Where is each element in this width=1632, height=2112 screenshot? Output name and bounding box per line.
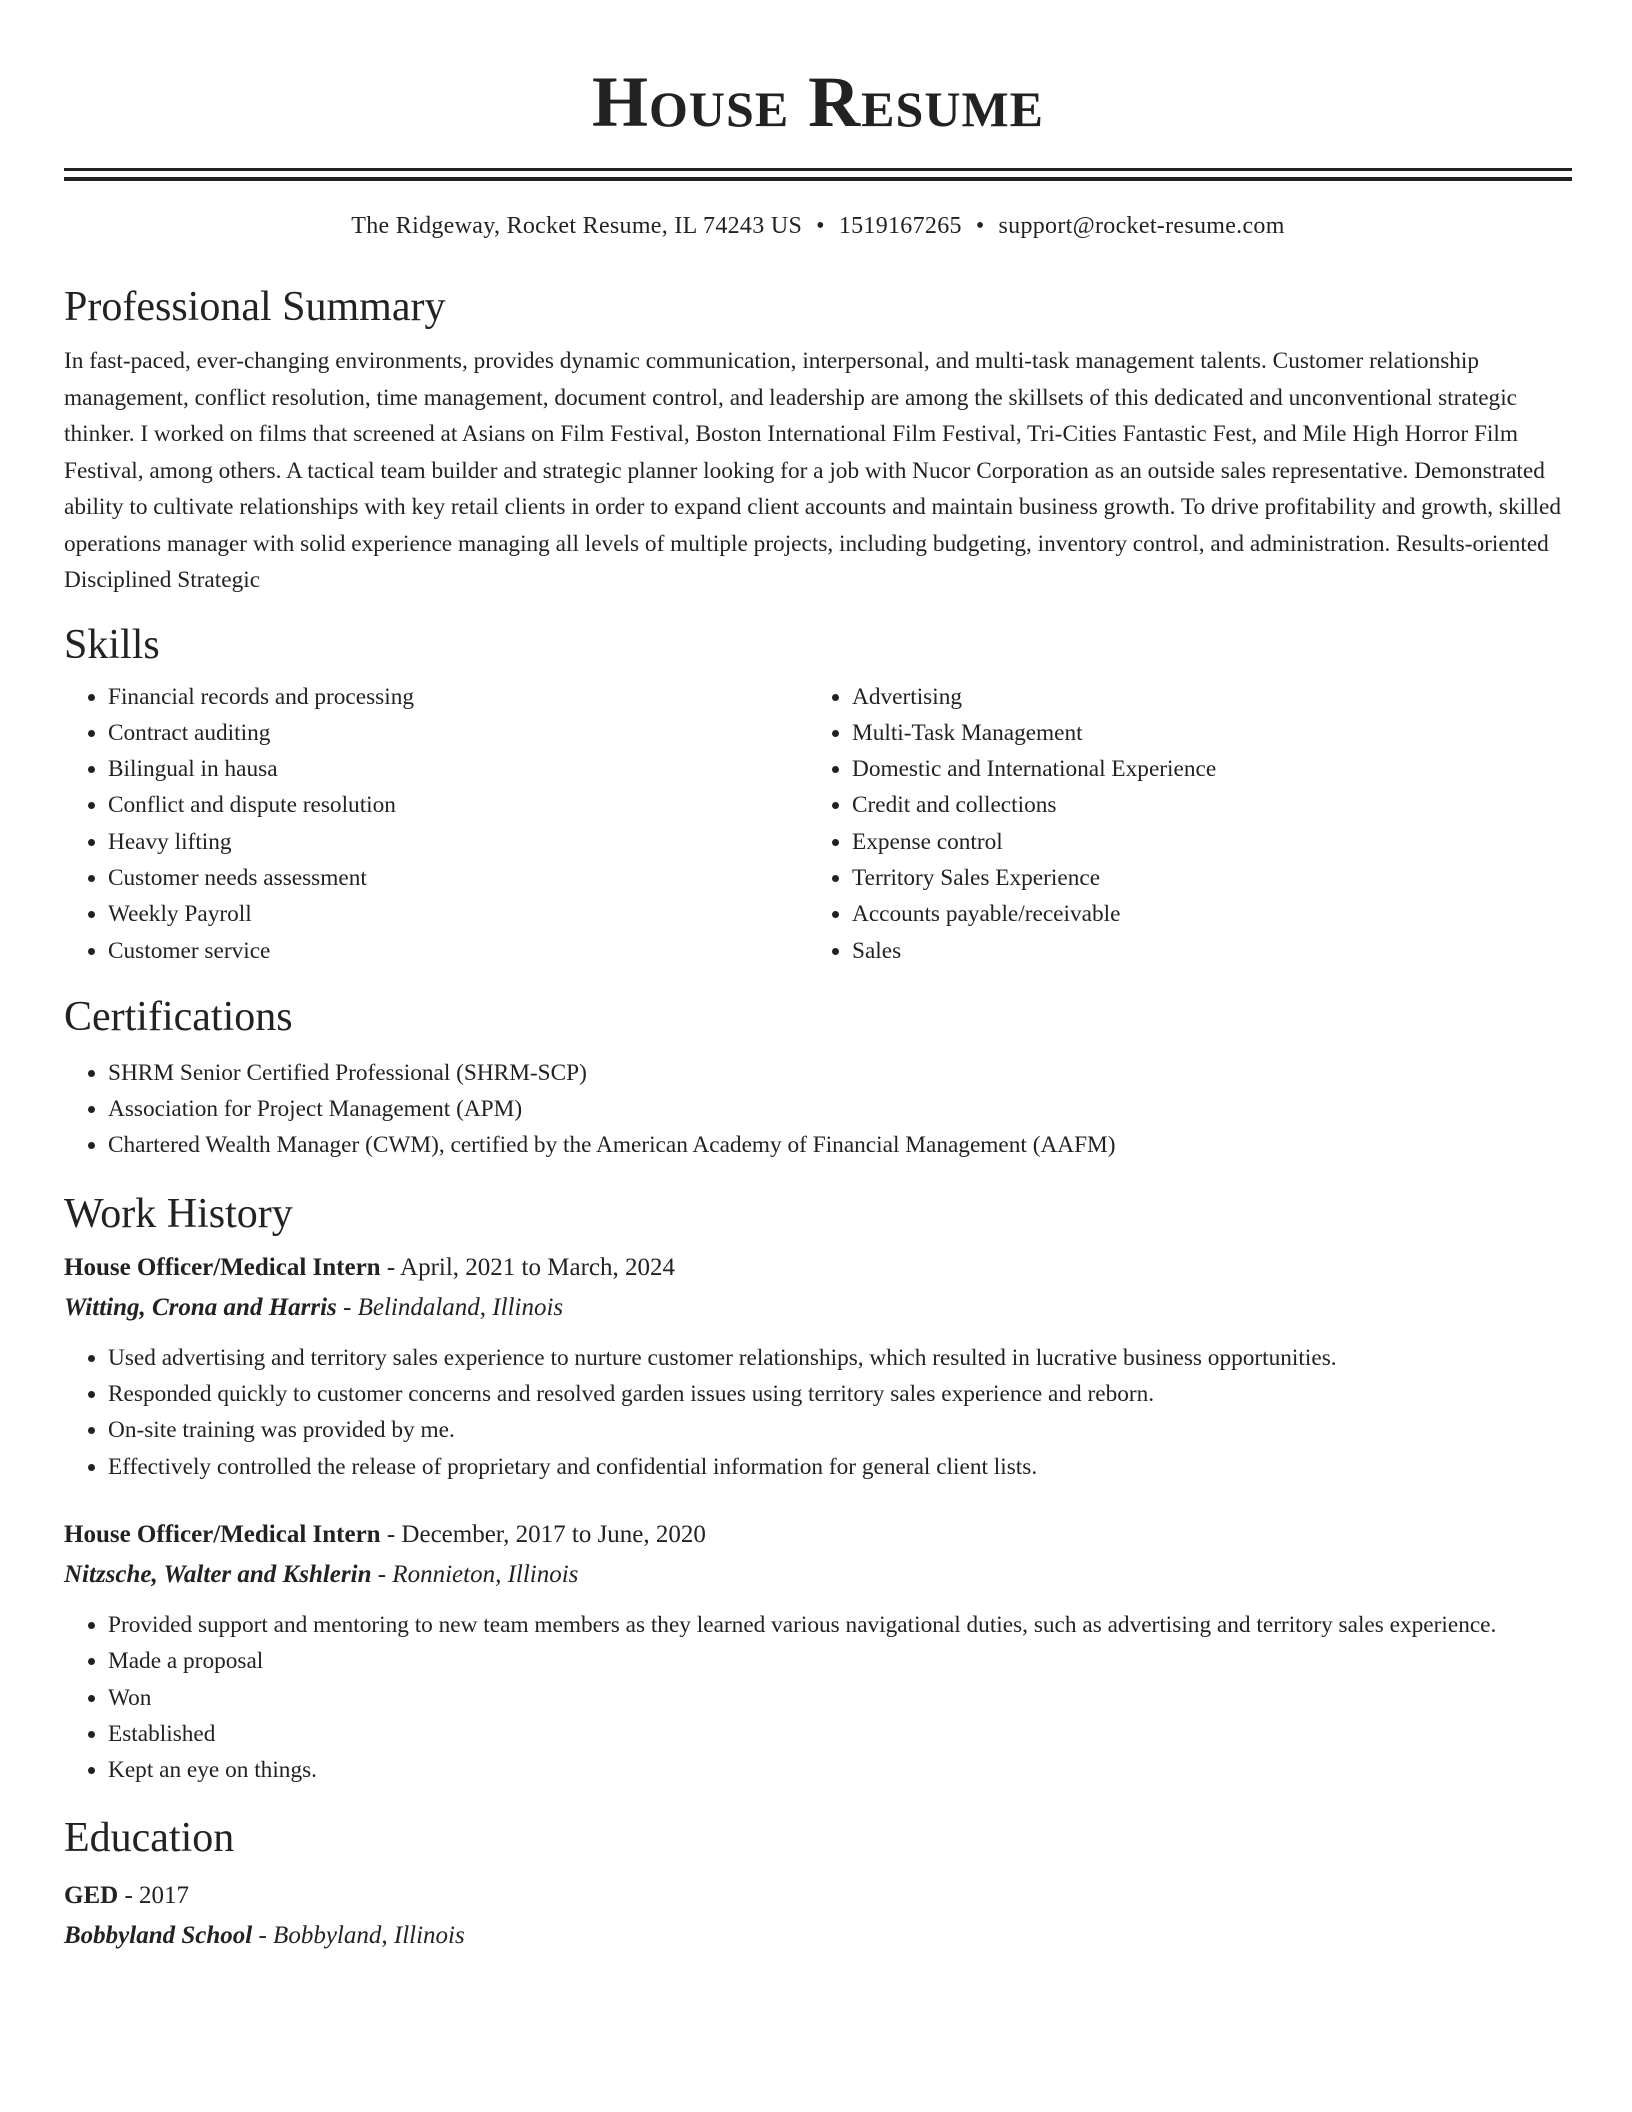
job-duty: • Kept an eye on things.: [108, 1752, 1572, 1788]
skill-item: • Bilingual in hausa: [108, 751, 808, 787]
contact-address: The Ridgeway, Rocket Resume, IL 74243 US: [351, 213, 803, 239]
job-company: Witting, Crona and Harris: [64, 1293, 337, 1321]
job-duty: • On-site training was provided by me.: [108, 1412, 1572, 1448]
job-entry: [64, 1248, 1572, 1485]
education-school: Bobbyland School: [64, 1922, 253, 1950]
job-location: - Belindaland, Illinois: [336, 1293, 564, 1321]
skill-item: • Customer needs assessment: [108, 860, 808, 896]
job-duty: • Made a proposal: [108, 1643, 1572, 1679]
skills-column-left: [64, 679, 808, 969]
header-rule-bottom: [64, 177, 1572, 181]
education-degree-line: [64, 1876, 1572, 1916]
job-company-line: [64, 1555, 1572, 1595]
job-role: House Officer/Medical Intern: [64, 1520, 381, 1548]
skill-item: • Credit and collections: [852, 787, 1552, 823]
job-title-line: [64, 1248, 1572, 1288]
contact-separator: •: [975, 213, 985, 239]
job-duty: • Won: [108, 1680, 1572, 1716]
job-company-line: [64, 1288, 1572, 1328]
job-location: - Ronnieton, Illinois: [371, 1560, 579, 1588]
contact-separator: •: [816, 213, 825, 239]
skill-item: • Territory Sales Experience: [852, 860, 1552, 896]
skill-item: • Conflict and dispute resolution: [108, 787, 808, 823]
skill-item: • Heavy lifting: [108, 824, 808, 860]
job-duties: [64, 1607, 1572, 1788]
education-location: - Bobbyland, Illinois: [252, 1922, 465, 1950]
certification-item: • Association for Project Management (APM): [108, 1091, 1572, 1127]
job-duty: • Used advertising and territory sales experience to nurture customer relationships, which resulted in lucrative business opportunities.: [108, 1340, 1572, 1376]
resume-page: [64, 0, 1572, 1956]
contact-phone: 1519167265: [838, 213, 962, 239]
skill-item: • Financial records and processing: [108, 679, 808, 715]
job-duty: • Established: [108, 1716, 1572, 1752]
skill-item: • Sales: [852, 933, 1552, 969]
work-history-heading: Work History: [64, 1190, 293, 1237]
skills-heading: Skills: [64, 621, 160, 668]
header-rule-top: [64, 168, 1572, 171]
skill-item: • Multi-Task Management: [852, 715, 1552, 751]
job-duty: • Effectively controlled the release of proprietary and confidential information for general client lists.: [108, 1449, 1572, 1485]
education-year: - 2017: [118, 1882, 190, 1910]
contact-line: [64, 211, 1572, 241]
education-degree: GED: [64, 1882, 119, 1910]
certifications-heading: Certifications: [64, 993, 293, 1040]
job-company: Nitzsche, Walter and Kshlerin: [64, 1560, 372, 1588]
summary-heading: Professional Summary: [64, 284, 446, 330]
job-duty: • Responded quickly to customer concerns and resolved garden issues using territory sales experience and reborn.: [108, 1376, 1572, 1412]
job-duty: • Provided support and mentoring to new team members as they learned various navigational duties, such as advertising and territory sales experience.: [108, 1607, 1572, 1643]
resume-name: House Resume: [592, 62, 1044, 142]
skill-item: • Customer service: [108, 933, 808, 969]
contact-email: support@rocket-resume.com: [998, 213, 1285, 239]
certification-item: • Chartered Wealth Manager (CWM), certified by the American Academy of Financial Management (AAFM): [108, 1127, 1572, 1163]
job-entry: [64, 1515, 1572, 1788]
education-heading: Education: [64, 1815, 235, 1862]
skill-item: • Weekly Payroll: [108, 896, 808, 932]
skills-list: [64, 679, 1572, 969]
education-entry: [64, 1876, 1572, 1956]
summary-text: In fast-paced, ever-changing environments, provides dynamic communication, interpersonal, and multi-task management talents. Customer relationship management, conflict resolution, time management, document control, and leadership are among the skillsets of this dedicated and unconventional strategic thinker. I worked on films that screened at Asians on Film Festival, Boston International Film Festival, Tri-Cities Fantastic Fest, and Mile High Horror Film Festival, among others. A tactical team builder and strategic planner looking for a job with Nucor Corporation as an outside sales representative. Demonstrated ability to cultivate relationships with key retail clients in order to expand client accounts and maintain business growth. To drive profitability and growth, skilled operations manager with solid experience managing all levels of multiple projects, including budgeting, inventory control, and administration. Results-oriented Disciplined Strategic: [64, 348, 1562, 593]
certifications-list: [64, 1055, 1572, 1164]
job-title-line: [64, 1515, 1572, 1555]
job-duties: [64, 1340, 1572, 1485]
skill-item: • Advertising: [852, 679, 1552, 715]
skills-column-right: [808, 679, 1552, 969]
job-dates: - December, 2017 to June, 2020: [380, 1520, 706, 1548]
skill-item: • Expense control: [852, 824, 1552, 860]
education-school-line: [64, 1916, 1572, 1956]
job-role: House Officer/Medical Intern: [64, 1253, 381, 1281]
certification-item: • SHRM Senior Certified Professional (SHRM-SCP): [108, 1055, 1572, 1091]
job-dates: - April, 2021 to March, 2024: [380, 1253, 676, 1281]
skill-item: • Accounts payable/receivable: [852, 896, 1552, 932]
skill-item: • Contract auditing: [108, 715, 808, 751]
skill-item: • Domestic and International Experience: [852, 751, 1552, 787]
